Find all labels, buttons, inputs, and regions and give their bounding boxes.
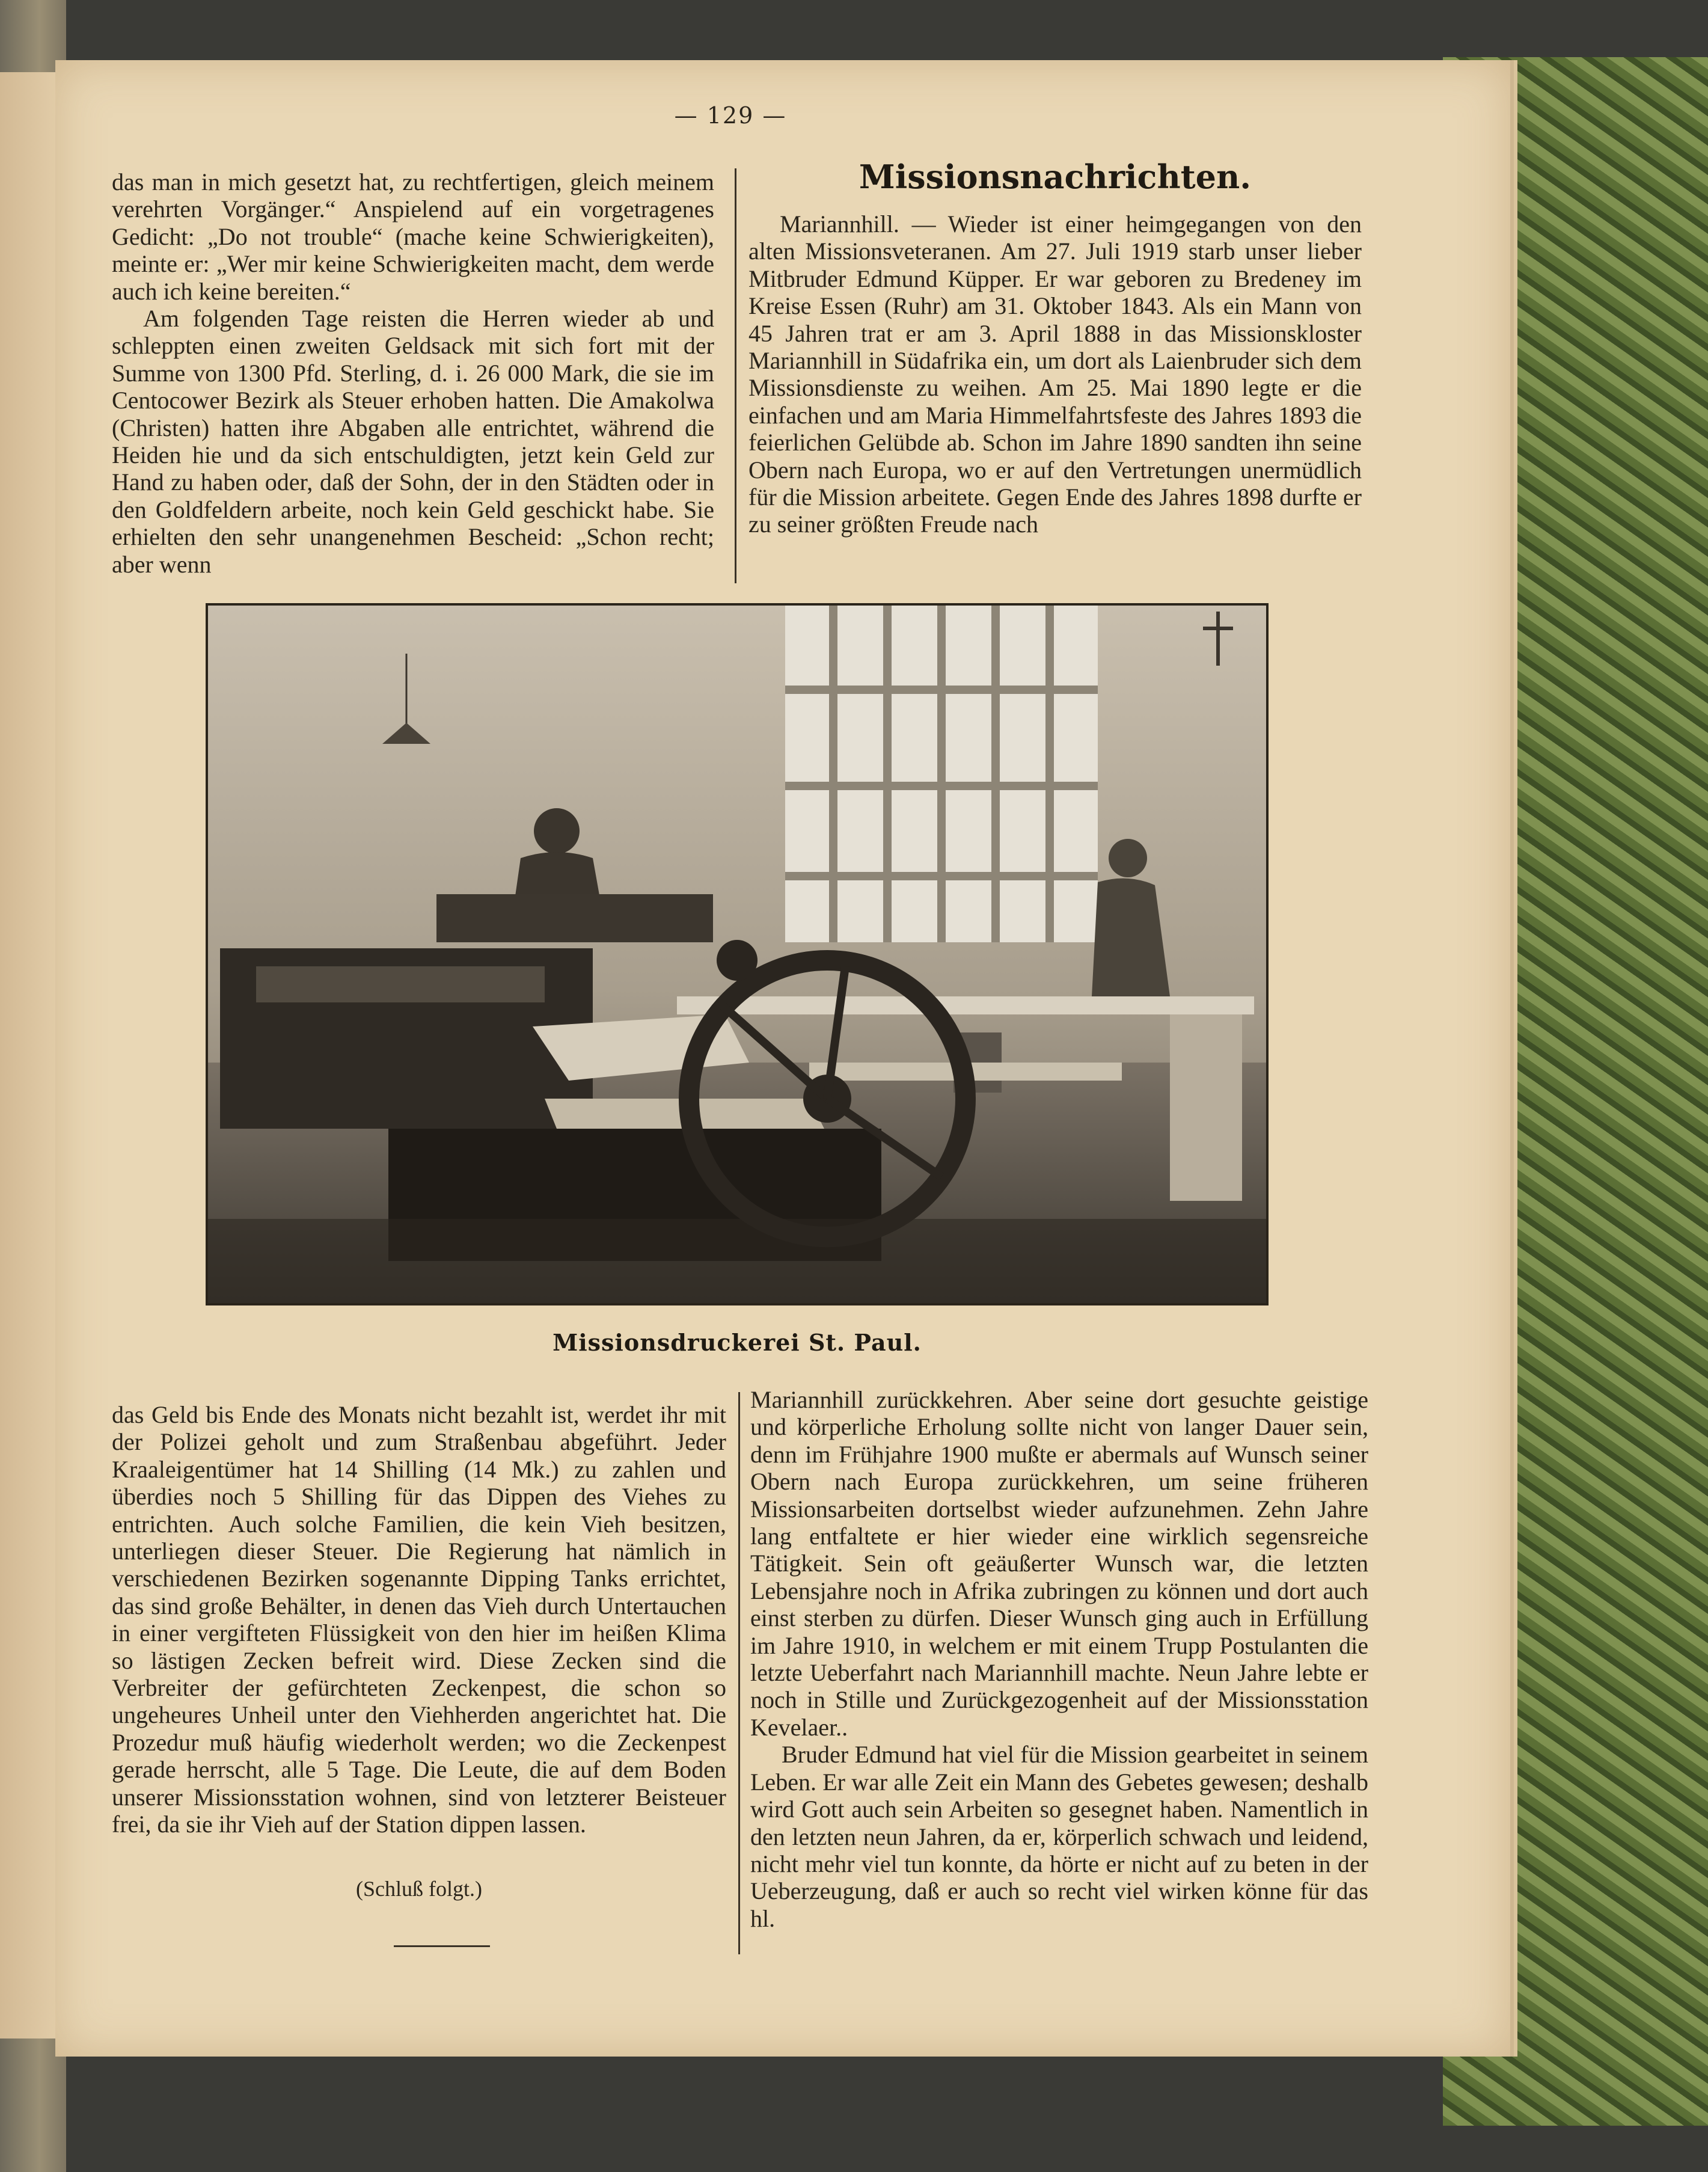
paragraph: das man in mich gesetzt hat, zu rechtfertigen, gleich meinem verehrten Vorgänger.“ Anspielend auf ein vorgetragenes Gedicht: „Do not trouble“ (mache keine Schwierigkeiten), meinte er: „Wer mir keine Schwierigkeiten macht, dem werde auch ich keine bereiten.“ (112, 168, 714, 305)
window (785, 606, 1098, 942)
paragraph: Mariannhill. — Wieder ist einer heimgegangen von den alten Missionsveteranen. Am 27. Juli 1919 starb unser lieber Mitbruder Edmund Küpper. Er war geboren zu Bredeney im Kreise Essen (Ruhr) am 31. Oktober 1843. Als ein Mann von 45 Jahren trat er am 3. April 1888 in das Missionskloster Mariannhill in Südafrika ein, um dort als Laienbruder sich dem Missionsdienste zu weihen. Am 25. Mai 1890 legte er die einfachen und am Maria Himmelfahrtsfeste des Jahres 1893 die feierlichen Gelübde ab. Schon im Jahre 1890 sandten ihn seine Obern nach Europa, wo er auf den Vertretungen unermüdlich für die Mission arbeitete. Gegen Ende des Jahres 1898 durfte er zu seiner größten Freude nach (748, 210, 1362, 538)
paragraph: Am folgenden Tage reisten die Herren wieder ab und schleppten einen zweiten Geldsack mit sich fort mit der Summe von 1300 Pfd. Sterling, d. i. 26 000 Mark, die sie im Centocower Bezirk als Steuer erhoben hatten. Die Amakolwa (Christen) hatten ihre Abgaben alle entrichtet, während die Heiden hie und da sich entschuldigten, jetzt kein Geld zur Hand zu haben oder, daß der Sohn, der in den Städten oder in den Goldfeldern arbeite, noch kein Geld geschickt habe. Sie erhielten den sehr unangenehmen Bescheid: „Schon recht; aber wenn (112, 305, 714, 578)
paragraph: Bruder Edmund hat viel für die Mission gearbeitet in seinem Leben. Er war alle Zeit ein Mann des Gebetes gewesen; deshalb wird Gott auch sein Arbeiten so gesegnet haben. Namentlich in den letzten neun Jahren, da er, körperlich schwach und leidend, nicht mehr viel tun konnte, da hörte er nicht auf zu beten in der Ueberzeugung, daß er auch so recht viel wirken könne für das hl. (750, 1741, 1368, 1932)
section-heading: Missionsnachrichten. (859, 158, 1252, 196)
paragraph: das Geld bis Ende des Monats nicht bezahlt ist, werdet ihr mit der Polizei geholt und zum Straßenbau abgeführt. Jeder Kraaleigentümer hat 14 Shilling (14 Mk.) zu zahlen und überdies noch 5 Shilling für das Dippen des Viehes zu entrichten. Auch solche Familien, die kein Vieh besitzen, unterliegen dieser Steuer. Die Regierung hat nämlich in verschiedenen Bezirken sogenannte Dipping Tanks errichtet, das sind große Behälter, in denen das Vieh durch Untertauchen in einer vergifteten Flüssigkeit von den hier im heißen Klima so lästigen Zecken befreit wird. Diese Zecken sind die Verbreiter der gefürchteten Zeckenpest, die schon so ungeheures Unheil unter den Viehherden angerichtet hat. Die Prozedur muß häufig wiederholt werden; wo die Zeckenpest gerade herrscht, alle 5 Tage. Die Leute, die auf dem Boden unserer Missionsstation wohnen, sind von letzterer Beisteuer frei, da sie ihr Vieh auf der Station dippen lassen. (112, 1401, 726, 1838)
right-column-bottom (750, 1386, 1368, 1954)
end-rule (394, 1945, 490, 1947)
column-divider-top (735, 168, 736, 583)
left-column-top (112, 168, 714, 580)
photo-caption: Missionsdruckerei St. Paul. (552, 1329, 922, 1356)
continuation-note: (Schluß folgt.) (356, 1877, 482, 1901)
photo-illustration (208, 606, 1266, 1303)
left-column-bottom (112, 1401, 726, 1858)
photograph-printing-room (206, 603, 1269, 1305)
right-column-top (748, 210, 1362, 595)
page-number: — 129 — (674, 102, 787, 129)
column-divider-bottom (738, 1392, 740, 1954)
paragraph: Mariannhill zurückkehren. Aber seine dort gesuchte geistige und körperliche Erholung sollte nicht von langer Dauer sein, denn im Frühjahre 1900 mußte er abermals auf Wunsch seiner Obern nach Europa zurückkehren, um seine früheren Missionsarbeiten dortselbst wieder aufzunehmen. Zehn Jahre lang entfaltete er hier wieder eine wirklich segensreiche Tätigkeit. Sein oft geäußerter Wunsch war, die letzten Lebensjahre noch in Afrika zubringen zu können und dort auch einst sterben zu dürfen. Dieser Wunsch ging auch in Erfüllung im Jahre 1910, in welchem er mit einem Trupp Postulanten die letzte Ueberfahrt nach Mariannhill machte. Neun Jahre lebte er noch in Stille und Zurückgezogenheit auf der Missionsstation Kevelaer.. (750, 1386, 1368, 1741)
